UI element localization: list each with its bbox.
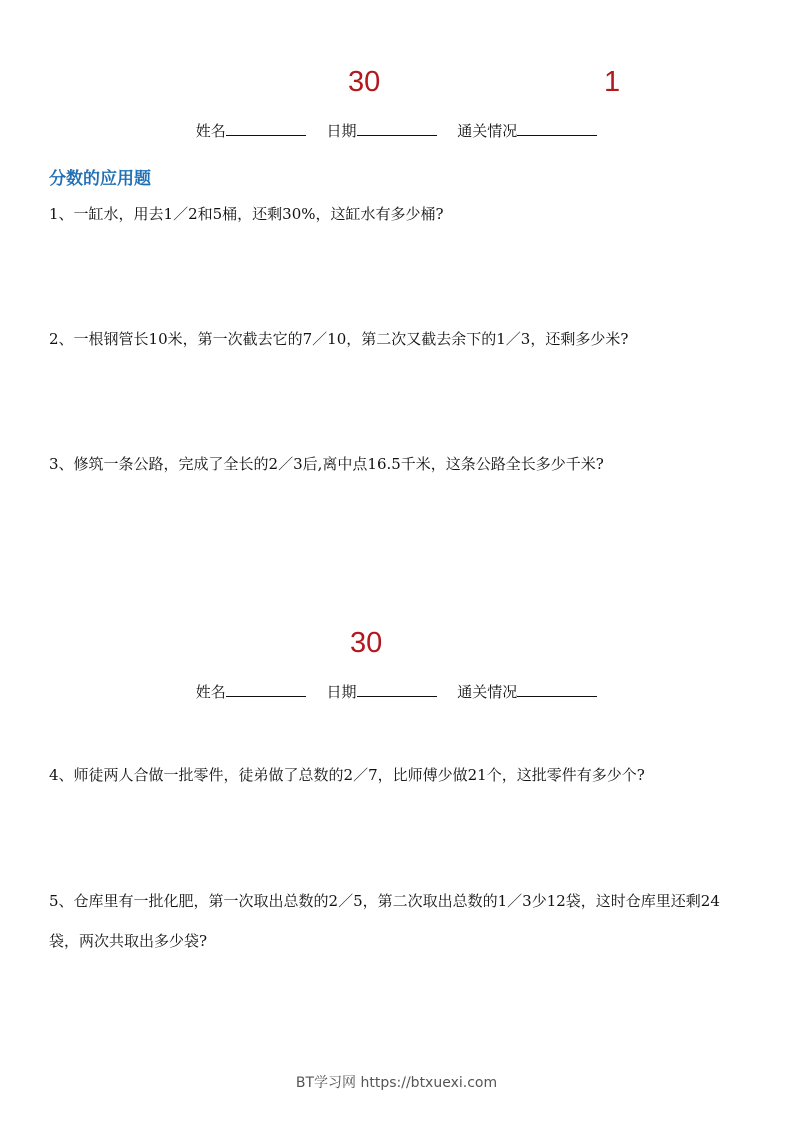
date-field[interactable] xyxy=(326,685,436,700)
header-number-30: 30 xyxy=(348,66,381,98)
question-3: 3、修筑一条公路，完成了全长的2／3后,离中点16.5千米，这条公路全长多少千米? xyxy=(49,455,604,473)
status-field[interactable] xyxy=(457,685,597,700)
name-blank[interactable] xyxy=(226,134,306,136)
question-2: 2、一根钢管长10米，第一次截去它的7／10，第二次又截去余下的1／3，还剩多少米? xyxy=(49,330,629,348)
name-label: 姓名 xyxy=(195,122,226,140)
header-number-30-second: 30 xyxy=(350,627,383,659)
name-blank[interactable] xyxy=(226,695,306,697)
status-blank[interactable] xyxy=(517,134,597,136)
student-info-row xyxy=(0,124,793,139)
date-label: 日期 xyxy=(326,683,357,701)
date-blank[interactable] xyxy=(357,695,437,697)
date-label: 日期 xyxy=(326,122,357,140)
question-1: 1、一缸水，用去1／2和5桶，还剩30%，这缸水有多少桶? xyxy=(49,205,444,223)
date-blank[interactable] xyxy=(357,134,437,136)
status-blank[interactable] xyxy=(517,695,597,697)
footer-site-link[interactable]: BT学习网 https://btxuexi.com xyxy=(295,1075,498,1091)
date-field[interactable] xyxy=(326,124,436,139)
name-field[interactable] xyxy=(196,124,306,139)
question-5: 5、仓库里有一批化肥，第一次取出总数的2／5，第二次取出总数的1／3少12袋，这时仓库里还剩24袋，两次共取出多少袋? xyxy=(49,892,720,950)
name-label: 姓名 xyxy=(195,683,226,701)
status-label: 通关情况 xyxy=(457,683,518,701)
header-number-1: 1 xyxy=(604,66,621,98)
status-field[interactable] xyxy=(457,124,597,139)
status-label: 通关情况 xyxy=(457,122,518,140)
name-field[interactable] xyxy=(196,685,306,700)
question-4: 4、师徒两人合做一批零件，徒弟做了总数的2／7，比师傅少做21个，这批零件有多少个? xyxy=(49,766,645,784)
section-title: 分数的应用题 xyxy=(49,169,151,189)
student-info-row-second xyxy=(0,685,793,700)
